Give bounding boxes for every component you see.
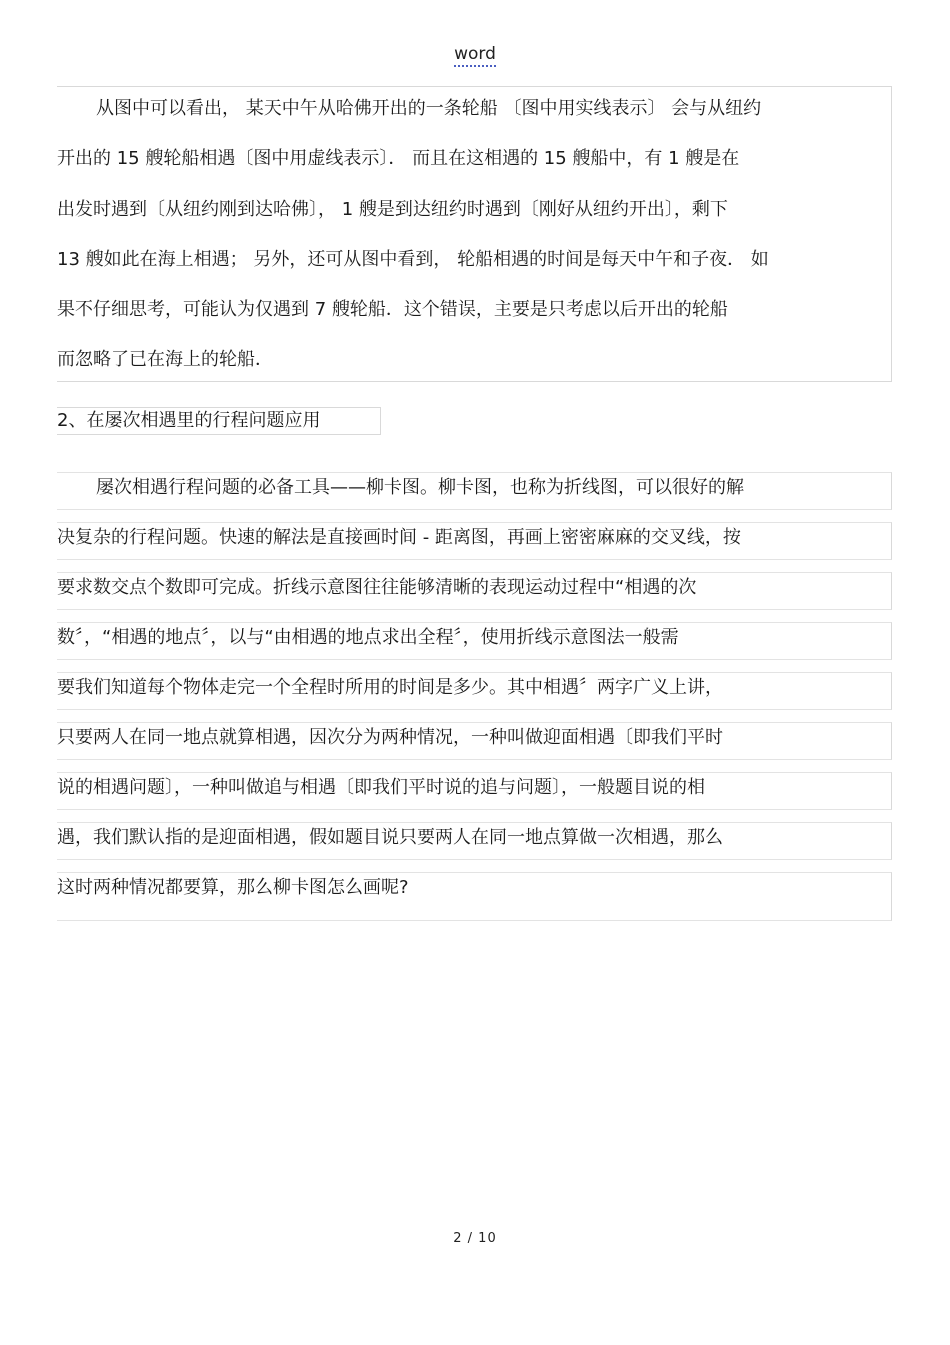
paragraph-line: 要我们知道每个物体走完一个全程时所用的时间是多少。其中相遇〞两字广义上讲，	[57, 677, 723, 698]
paragraph-line: 果不仔细思考，可能认为仅遇到 7 艘轮船．这个错误，主要是只考虑以后开出的轮船	[57, 299, 728, 320]
paragraph-line: 这时两种情况都要算，那么柳卡图怎么画呢?	[57, 877, 409, 898]
page-number: 2 / 10	[453, 1231, 497, 1246]
paragraph-line: 13 艘如此在海上相遇； 另外，还可从图中看到， 轮船相遇的时间是每天中午和子夜． 如	[57, 249, 769, 270]
paragraph-line: 要求数交点个数即可完成。折线示意图往往能够清晰的表现运动过程中“相遇的次	[57, 577, 697, 598]
paragraph-box-1	[57, 86, 892, 382]
paragraph-line: 屡次相遇行程问题的必备工具——柳卡图。柳卡图，也称为折线图，可以很好的解	[96, 477, 744, 498]
header-title: word	[454, 44, 496, 67]
paragraph-line: 遇，我们默认指的是迎面相遇，假如题目说只要两人在同一地点算做一次相遇，那么	[57, 827, 723, 848]
paragraph-line: 只要两人在同一地点就算相遇，因次分为两种情况，一种叫做迎面相遇〔即我们平时	[57, 727, 723, 748]
paragraph-line: 决复杂的行程问题。快速的解法是直接画时间 - 距离图，再画上密密麻麻的交叉线，按	[57, 527, 741, 548]
paragraph-line: 出发时遇到〔从纽约刚到达哈佛〕， 1 艘是到达纽约时遇到〔刚好从纽约开出〕，剩下	[57, 199, 728, 220]
section-heading: 2、在屡次相遇里的行程问题应用	[57, 410, 321, 431]
document-header	[0, 44, 950, 64]
paragraph-line: 说的相遇问题〕，一种叫做追与相遇〔即我们平时说的追与问题〕，一般题目说的相	[57, 777, 705, 798]
paragraph-line: 从图中可以看出， 某天中午从哈佛开出的一条轮船 〔图中用实线表示〕 会与从纽约	[96, 98, 762, 119]
paragraph-line: 开出的 15 艘轮船相遇〔图中用虚线表示〕． 而且在这相遇的 15 艘船中，有 1 艘是在	[57, 148, 740, 169]
paragraph-line: 而忽略了已在海上的轮船．	[57, 349, 273, 370]
paragraph-line: 数〞，“相遇的地点〞，以与“由相遇的地点求出全程〞，使用折线示意图法一般需	[57, 627, 679, 648]
